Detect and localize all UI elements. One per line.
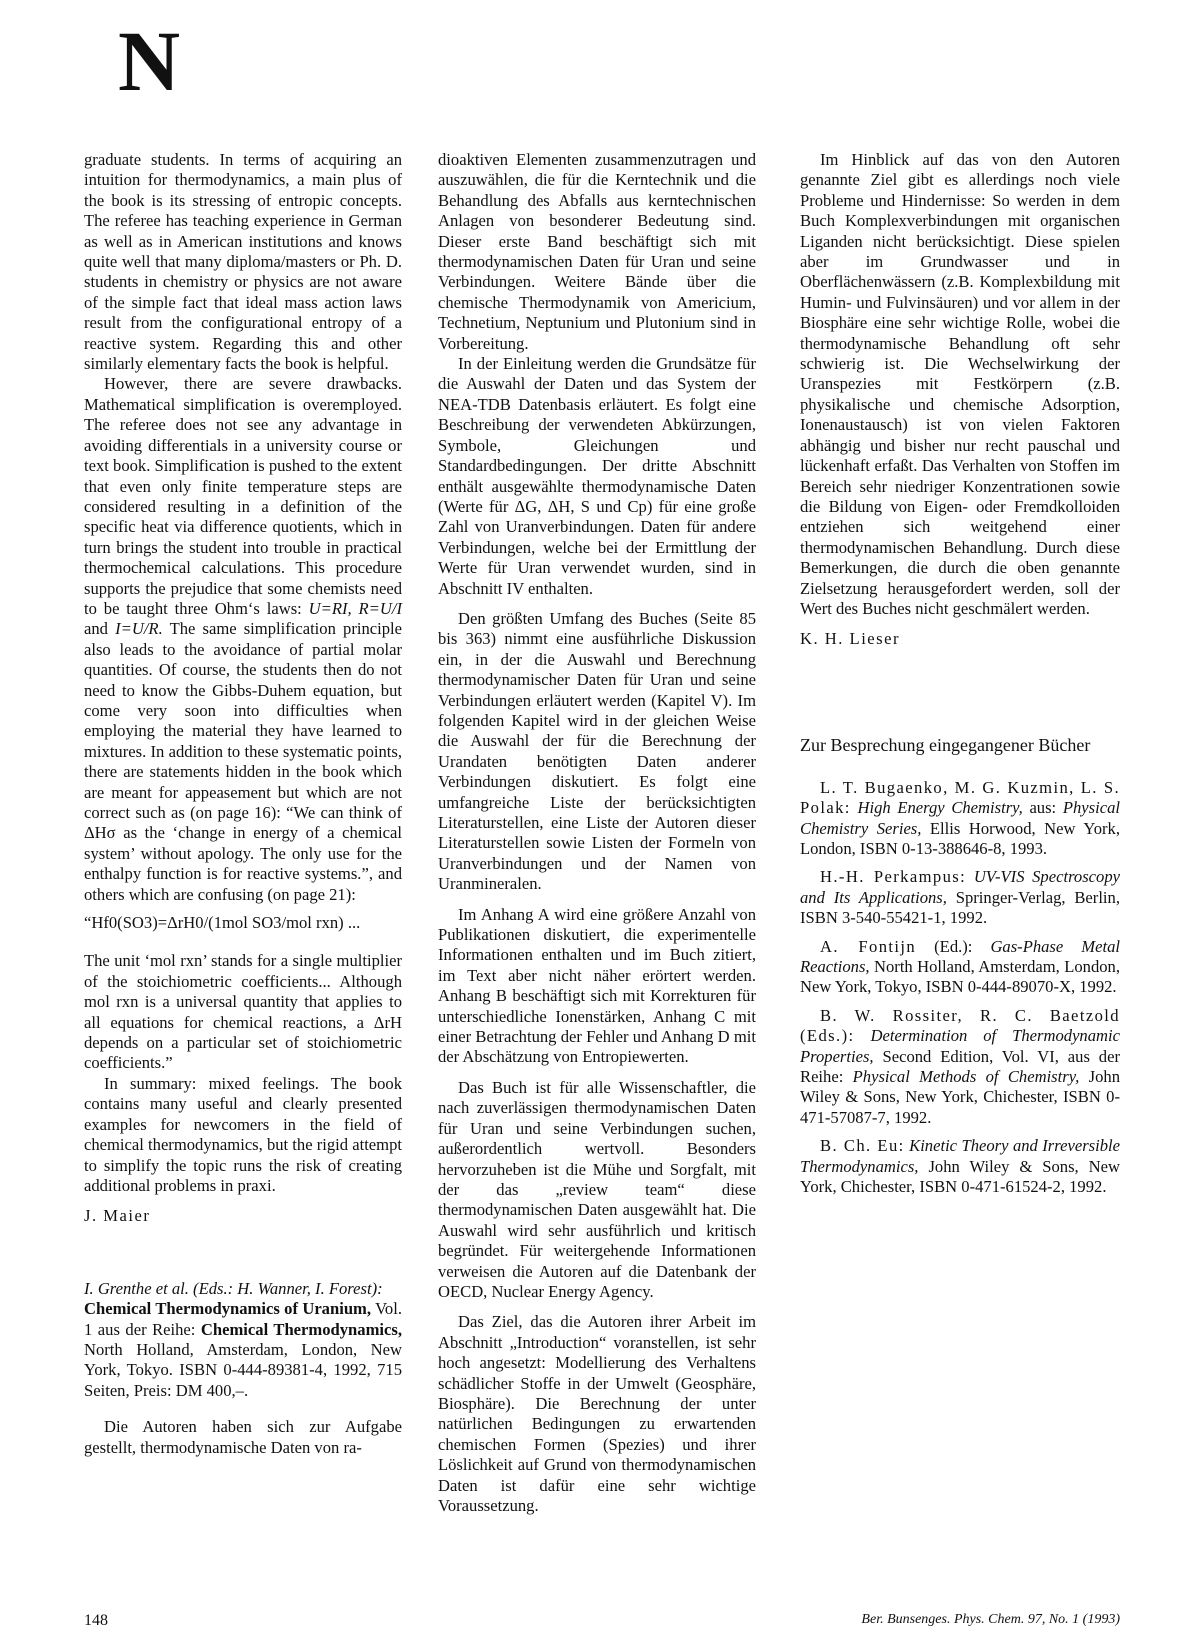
formula-line: “Hf0(SO3)=ΔrH0/(1mol SO3/mol rxn) ... — [84, 913, 361, 933]
col2-paragraph-1: dioaktiven Elementen zusammenzutragen und auszuwählen, die für die Kerntechnik und die Behandlung des Abfalls aus kerntechnischen Anlagen von besonderer Bedeutung sind. Dieser erste Band beschäftigt sich mit thermodynamischen Daten für Uran und seine Verbindungen. Weitere Bände über die chemische Thermodynamik von Americium, Technetium, Neptunium und Plutonium sind in Vorbereitung. — [438, 150, 756, 353]
book-editors: I. Grenthe et al. (Eds.: H. Wanner, I. Forest): — [84, 1278, 383, 1298]
review-author-2: K. H. Lieser — [800, 629, 901, 649]
section-letter: N — [118, 13, 181, 109]
journal-citation: Ber. Bunsenges. Phys. Chem. 97, No. 1 (1993) — [861, 1612, 1120, 1627]
book-series: Chemical Thermodynamics, — [200, 1319, 402, 1339]
col1-paragraph-4: In summary: mixed feelings. The book contains many useful and clearly presented examples for newcomers in the field of chemical thermodynamics, but the rigid attempt to simplify the topic runs the risk of creating additional problems in praxi. — [84, 1073, 402, 1195]
col2-paragraph-6: Das Ziel, das die Autoren ihrer Arbeit im Abschnitt „Introduction“ voranstellen, ist sehr hoch angesetzt: Modellierung des Verhaltens schädlicher Stoffe in der Umwelt (Geosphäre, Biosphäre). Die Berechnung der unter natürlichen Bedingungen zu erwartenden chemischen Formen (Spezies) und ihrer Löslichkeit auf Grund von thermodynamischen Daten ist dafür eine sehr wichtige Voraussetzung. — [438, 1312, 756, 1515]
received-books-heading: Zur Besprechung eingegangener Bücher — [800, 734, 1091, 755]
col2-paragraph-5: Das Buch ist für alle Wissenschaftler, die nach zuverlässigen thermodynamischen Daten für Uran und seine Verbindungen suchen, außerordentlich wertvoll. Besonders hervorzuheben ist die Mühe und Sorgfalt, mit der das „review team“ diese thermodynamischen Daten ausgewählt hat. Die Auswahl wird sehr ausführlich und kritisch begründet. Für weitergehende Informationen verweisen die Autoren auf die Datenbank der OECD, Nuclear Energy Agency. — [438, 1077, 756, 1301]
book-series-pre: Vol. 1 aus der Reihe: — [84, 1299, 402, 1339]
col1-paragraph-2a: However, there are severe drawbacks. Mathematical simplification is overemployed. The referee does not see any advantage in avoiding differentials in a university course or text book. Simplification is pushed to the extent that even only finite temperature steps are considered resulting in a definition of the specific heat via difference quotients, which in turn brings the student into trouble in practical thermochemical calculations. This procedure supports the prejudice that some chemists need to be taught three Ohm‘s laws: — [84, 374, 403, 618]
ohm-law-2: R=U/I — [358, 598, 402, 618]
col1-paragraph-2b: The same simplification principle also leads to the avoidance of partial molar quantities. Of course, the students then do not need to know the Gibbs-Duhem equation, but come very soon into difficulties when employing the material they have learned to mixtures. In addition to these systematic points, there are statements hidden in the book which are meant for appeasement but which are not correct such as (on page 16): “We can think of ΔHσ as the ‘change in energy of a chemical system’ without apology. The only use for the enthalpy function is for reactive systems.”, and others which are confusing (on page 21): — [84, 619, 402, 904]
ohm-and: and — [84, 619, 108, 639]
col3-paragraph-1: Im Hinblick auf das von den Autoren genannte Ziel gibt es allerdings noch viele Probleme und Hindernisse: So werden in dem Buch Komplexverbindungen mit organischen Liganden nicht berücksichtigt. Diese spielen aber im Grundwasser und in Oberflächenwässern (z.B. Komplexbildung mit Humin- und Fulvinsäuren) und vor allem in der Biosphäre eine sehr wichtige Rolle, wobei die thermodynamische Behandlung oft sehr schwierig ist. Die Wechselwirkung der Uranspezies mit Festkörpern (z.B. physikalische und chemische Adsorption, Ionenaustausch) ist von vielen Faktoren abhängig und bisher nur recht pauschal und lückenhaft erfaßt. Das Verhalten von Stoffen im Bereich sehr niedriger Konzentrationen sowie die Bildung von Eigen- oder Fremdkolloiden entziehen sich weitgehend einer thermodynamischen Behandlung. Durch diese Bemerkungen, die durch die oben genannte Zielsetzung herausgefordert werden, soll der Wert des Buches nicht geschmälert werden. — [800, 150, 1120, 618]
book-details: North Holland, Amsterdam, London, New York, Tokyo. ISBN 0-444-89381-4, 1992, 715 Seiten, Preis: DM 400,–. — [84, 1339, 402, 1400]
book-list-item: A. Fontijn (Ed.): Gas-Phase Metal Reactions, North Holland, Amsterdam, London, New York, Tokyo, ISBN 0-444-89070-X, 1992. — [800, 936, 1120, 997]
col2-paragraph-4: Im Anhang A wird eine größere Anzahl von Publikationen diskutiert, die experimentelle Informationen enthalten und im Buch zitiert, im Text aber nicht näher erörtert werden. Anhang B beschäftigt sich mit Korrekturen für unterschiedliche Ionenstärken, Anhang C mit einer Betrachtung der Fehler und Anhang D mit der Abschätzung von Entropiewerten. — [438, 904, 756, 1067]
col1-paragraph-3: The unit ‘mol rxn’ stands for a single multiplier of the stoichiometric coefficients... Although mol rxn is a universal quantity that applies to all equations for chemical reactions, a ΔrH depends on a particular set of stoichiometric coefficients.” — [84, 951, 402, 1073]
page-number: 148 — [84, 1612, 108, 1629]
column-1 — [84, 150, 402, 1458]
col1-paragraph-5: Die Autoren haben sich zur Aufgabe gestellt, thermodynamische Daten von ra- — [84, 1417, 402, 1457]
column-3 — [800, 150, 1120, 1205]
book-list-item: L. T. Bugaenko, M. G. Kuzmin, L. S. Polak: High Energy Chemistry, aus: Physical Chemistry Series, Ellis Horwood, New York, London, ISBN 0-13-388646-8, 1993. — [800, 777, 1120, 858]
ohm-law-1: U=RI, — [308, 598, 352, 618]
book-list-item: B. W. Rossiter, R. C. Baetzold (Eds.): Determination of Thermodynamic Properties, Second Edition, Vol. VI, aus der Reihe: Physical Methods of Chemistry, John Wiley & Sons, New York, Chichester, ISBN 0-471-57087-7, 1992. — [800, 1005, 1121, 1127]
book-title: Chemical Thermodynamics of Uranium, — [84, 1299, 372, 1319]
col2-paragraph-2: In der Einleitung werden die Grundsätze für die Auswahl der Daten und das System der NEA-TDB Datenbasis erläutert. Es folgt eine Beschreibung der verwendeten Abkürzungen, Symbole, Gleichungen und Standardbedingungen. Der dritte Abschnitt enthält ausgewählte thermodynamische Daten (Werte für ΔG, ΔH, S und Cp) für eine große Zahl von Uranverbindungen. Daten für andere Verbindungen, welche bei der Ermittlung der Werte für Uran verwendet wurden, sind in Abschnitt IV enthalten. — [438, 354, 756, 598]
col2-paragraph-3: Den größten Umfang des Buches (Seite 85 bis 363) nimmt eine ausführliche Diskussion ein, in der die Auswahl und Berechnung thermodynamischer Daten für Uran und seine Verbindungen erläutert werden (Kapitel V). Im folgenden Kapitel wird in der gleichen Weise die Auswahl der für die Berechnung der Urandaten benötigten Daten anderer Verbindungen diskutiert. Es folgt eine umfangreiche Liste der berücksichtigten Literaturstellen, eine Liste der Autoren dieser Literaturstellen sowie Listen der Formeln von Uranverbindungen und der Namen von Uranmineralen. — [438, 608, 756, 894]
col1-paragraph-2 — [84, 374, 402, 905]
column-2 — [438, 150, 756, 1516]
col1-paragraph-1: graduate students. In terms of acquiring an intuition for thermodynamics, a main plus of the book is its stressing of entropic concepts. The referee has teaching experience in German as well as in American institutions and knows quite well that many diploma/masters or Ph. D. students in chemistry or physics are not aware of the simple fact that ideal mass action laws result from the configurational entropy of a reactive system. Regarding this and other similarly elementary facts the book is helpful. — [84, 150, 402, 374]
review-author-1: J. Maier — [84, 1206, 151, 1226]
book-list-item: B. Ch. Eu: Kinetic Theory and Irreversible Thermodynamics, John Wiley & Sons, New York, Chichester, ISBN 0-471-61524-2, 1992. — [800, 1136, 1120, 1197]
ohm-law-3: I=U/R. — [115, 619, 163, 639]
book-entry — [84, 1299, 402, 1401]
book-list-item: H.-H. Perkampus: UV-VIS Spectroscopy and Its Applications, Springer-Verlag, Berlin, ISBN 3-540-55421-1, 1992. — [800, 867, 1120, 928]
